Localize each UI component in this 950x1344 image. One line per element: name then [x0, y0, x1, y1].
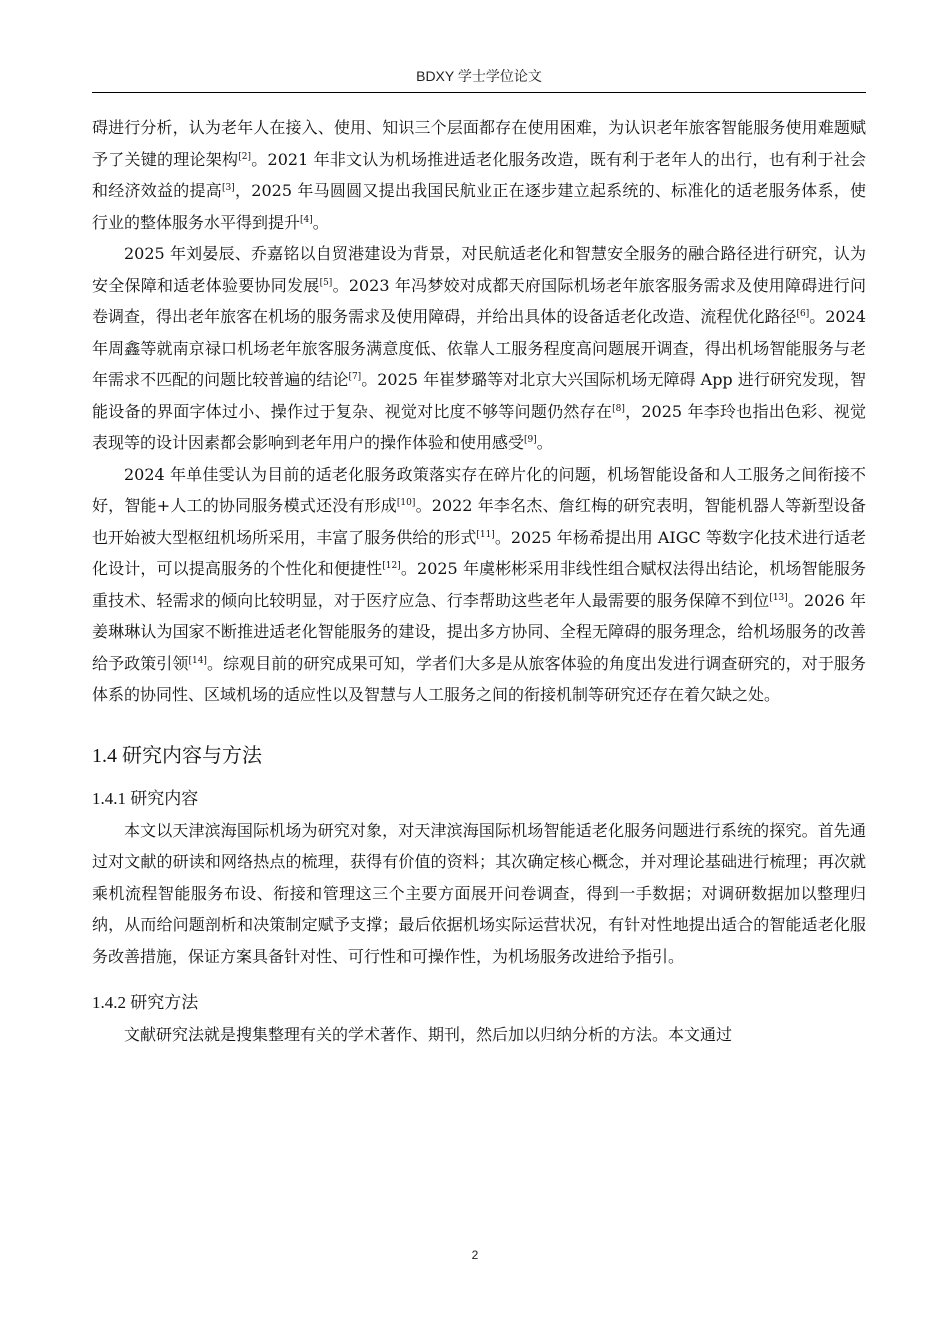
paragraph-2: 2025 年刘晏辰、乔嘉铭以自贸港建设为背景，对民航适老化和智慧安全服务的融合路径进行研究，认为安全保障和适老体验要协同发展[5]。2023 年冯梦姣对成都天府国际机场老年旅客服务需求及使用障碍进行问卷调查，得出老年旅客在机场的服务需求及使用障碍，并给出具体的设备适老化改造、流程优化路径[6]。2024 年周鑫等就南京禄口机场老年旅客服务满意度低、依靠人工服务程度高问题展开调查，得出机场智能服务与老年需求不匹配的问题比较普遍的结论[7]。2025 年崔梦璐等对北京大兴国际机场无障碍 App 进行研究发现，智能设备的界面字体过小、操作过于复杂、视觉对比度不够等问题仍然存在[8]，2025 年李玲也指出色彩、视觉表现等的设计因素都会影响到老年用户的操作体验和使用感受[9]。 — [92, 244, 866, 452]
citation: [13] — [769, 592, 788, 603]
section-heading-1-4: 1.4 研究内容与方法 — [92, 744, 262, 767]
paragraph-4: 本文以天津滨海国际机场为研究对象，对天津滨海国际机场智能适老化服务问题进行系统的探究。首先通过对文献的研读和网络热点的梳理，获得有价值的资料；其次确定核心概念，并对理论基础进行梳理；再次就乘机流程智能服务布设、衔接和管理这三个主要方面展开问卷调查，得到一手数据；对调研数据加以整理归纳，从而给问题剖析和决策制定赋予支撑；最后依据机场实际运营状况，有针对性地提出适合的智能适老化服务改善措施，保证方案具备针对性、可行性和可操作性，为机场服务改进给予指引。 — [92, 820, 866, 966]
citation: [3] — [222, 183, 235, 193]
citation: [14] — [188, 655, 207, 666]
citation: [9] — [524, 435, 537, 445]
paragraph-3: 2024 年单佳雯认为目前的适老化服务政策落实存在碎片化的问题，机场智能设备和人工服务之间衔接不好，智能+人工的协同服务模式还没有形成[10]。2022 年李名杰、詹红梅的研究表明，智能机器人等新型设备也开始被大型枢纽机场所采用，丰富了服务供给的形式[11]。2025 年杨希提出用 AIGC 等数字化技术进行适老化设计，可以提高服务的个性化和便捷性[12]。2025 年虞彬彬采用非线性组合赋权法得出结论，机场智能服务重技术、轻需求的倾向比较明显，对于医疗应急、行李帮助这些老年人最需要的服务保障不到位[13]。2026 年姜琳琳认为国家不断推进适老化智能服务的建设，提出多方协同、全程无障碍的服务理念，给机场服务的改善给予政策引领[14]。综观目前的研究成果可知，学者们大多是从旅客体验的角度出发进行调查研究的，对于服务体系的协同性、区域机场的适应性以及智慧与人工服务之间的衔接机制等研究还存在着欠缺之处。 — [92, 464, 866, 704]
citation: [5] — [319, 277, 333, 288]
page-header: BDXY 学士学位论文 — [416, 68, 542, 84]
citation: [7] — [348, 372, 362, 382]
citation: [6] — [796, 309, 810, 319]
citation: [11] — [476, 529, 495, 540]
header-rule — [92, 92, 866, 93]
citation: [2] — [238, 151, 252, 162]
page-number: 2 — [471, 1248, 479, 1262]
subsection-heading-1-4-1: 1.4.1 研究内容 — [92, 788, 199, 808]
citation: [12] — [382, 561, 401, 571]
citation: [10] — [396, 498, 416, 508]
paragraph-1: 碍进行分析，认为老年人在接入、使用、知识三个层面都存在使用困难，为认识老年旅客智能服务使用难题赋予了关键的理论架构[2]。2021 年非文认为机场推进适老化服务改造，既有利于老年人的出行，也有利于社会和经济效益的提高[3]，2025 年马圆圆又提出我国民航业正在逐步建立起系统的、标准化的适老服务体系，使行业的整体服务水平得到提升[4]。 — [92, 118, 866, 232]
citation: [4] — [300, 214, 313, 225]
document-body — [92, 112, 866, 1051]
subsection-heading-1-4-2: 1.4.2 研究方法 — [92, 993, 199, 1012]
paragraph-5: 文献研究法就是搜集整理有关的学术著作、期刊，然后加以归纳分析的方法。本文通过 — [124, 1025, 733, 1044]
citation: [8] — [612, 403, 625, 414]
